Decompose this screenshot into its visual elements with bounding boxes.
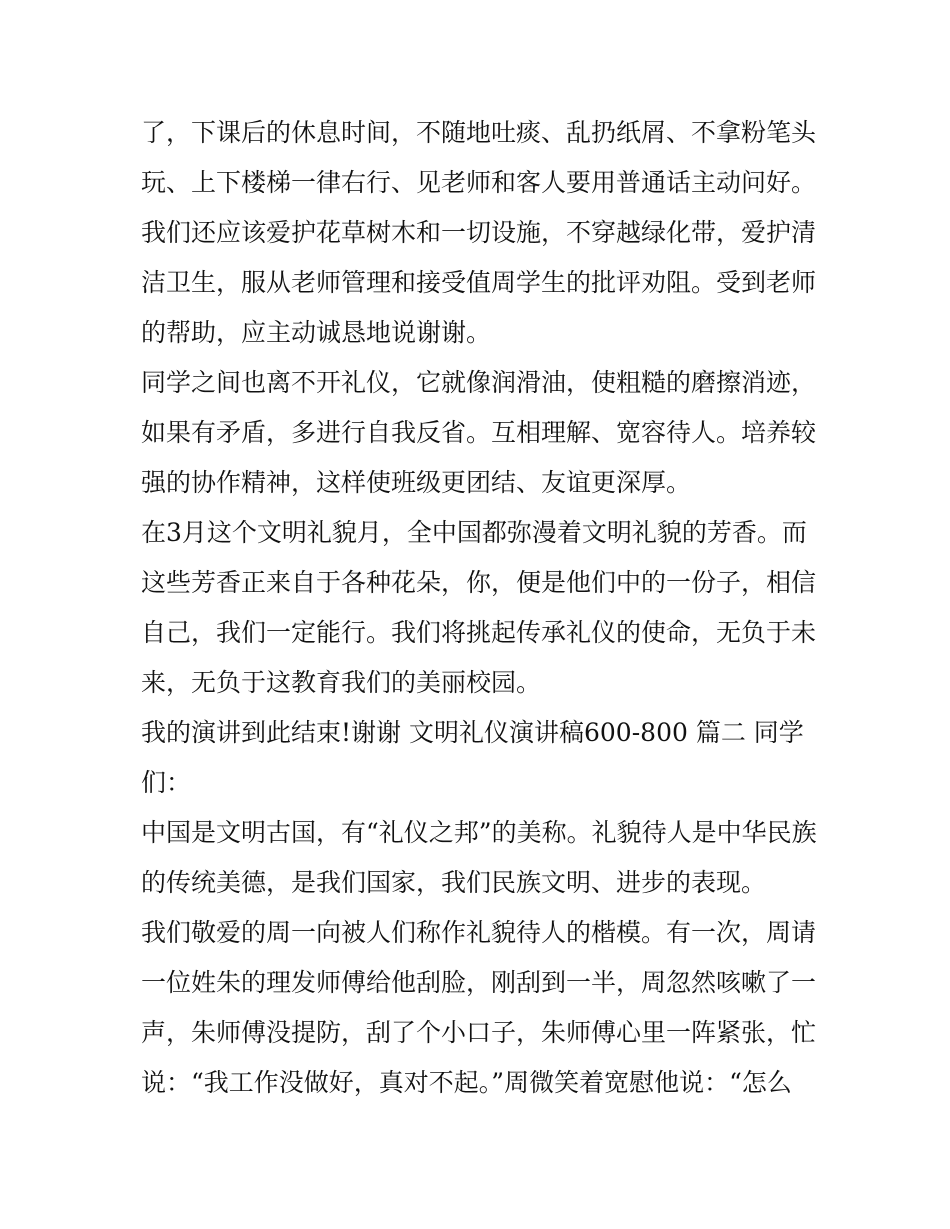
text-line: 自己，我们一定能行。我们将挑起传承礼仪的使命，无负于未 — [141, 618, 817, 647]
text-line: 一位姓朱的理发师傅给他刮脸，刚刮到一半，周忽然咳嗽了一 — [141, 968, 817, 997]
text-line: 来，无负于这教育我们的美丽校园。 — [141, 668, 542, 697]
text-line: 强的协作精神，这样使班级更团结、友谊更深厚。 — [141, 468, 692, 497]
text-line: 如果有矛盾，多进行自我反省。互相理解、宽容待人。培养较 — [141, 418, 817, 447]
text-line: 了，下课后的休息时间，不随地吐痰、乱扔纸屑、不拿粉笔头 — [141, 118, 817, 147]
text-line: 同学之间也离不开礼仪，它就像润滑油，使粗糙的磨擦消迹， — [141, 368, 817, 397]
text-line: 声，朱师傅没提防，刮了个小口子，朱师傅心里一阵紧张，忙 — [141, 1018, 817, 1047]
text-line: 玩、上下楼梯一律右行、见老师和客人要用普通话主动问好。 — [141, 168, 817, 197]
text-line: 洁卫生，服从老师管理和接受值周学生的批评劝阻。受到老师 — [141, 268, 817, 297]
text-line: 的传统美德，是我们国家，我们民族文明、进步的表现。 — [141, 868, 767, 897]
text-line: 说：“我工作没做好，真对不起。”周微笑着宽慰他说：“怎么 — [141, 1068, 792, 1097]
document-body — [141, 108, 821, 1108]
text-line: 我的演讲到此结束!谢谢 文明礼仪演讲稿600-800 篇二 同学 — [141, 718, 804, 747]
text-line: 我们还应该爱护花草树木和一切设施，不穿越绿化带，爱护清 — [141, 218, 817, 247]
text-line: 的帮助，应主动诚恳地说谢谢。 — [141, 318, 492, 347]
text-line: 这些芳香正来自于各种花朵，你，便是他们中的一份子，相信 — [141, 568, 817, 597]
text-line: 我们敬爱的周一向被人们称作礼貌待人的楷模。有一次，周请 — [141, 918, 817, 947]
text-line: 在3月这个文明礼貌月，全中国都弥漫着文明礼貌的芳香。而 — [141, 518, 807, 547]
text-line: 们： — [141, 768, 192, 797]
text-line: 中国是文明古国，有“礼仪之邦”的美称。礼貌待人是中华民族 — [141, 818, 817, 847]
